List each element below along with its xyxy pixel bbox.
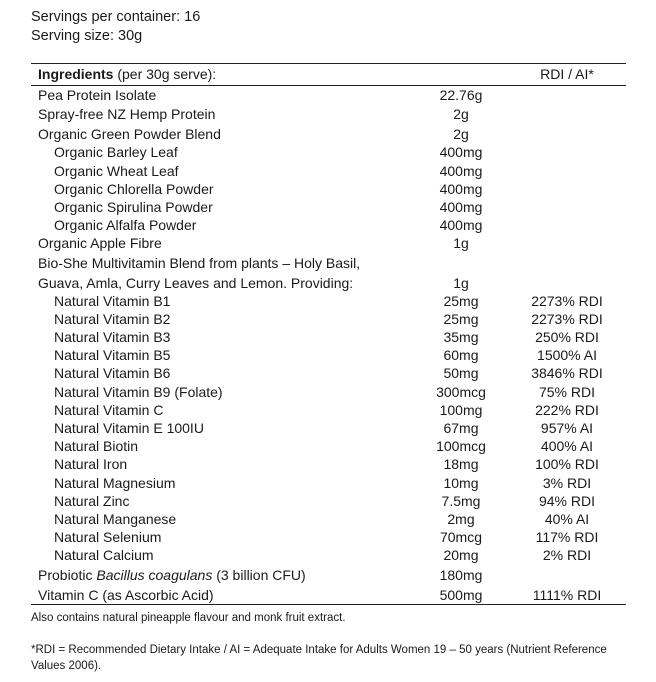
ingredient-name: Organic Chlorella Powder: [54, 180, 214, 197]
ingredient-amount: 22.76g: [439, 87, 483, 103]
ingredient-name: Natural Zinc: [54, 492, 130, 509]
ingredient-amount: 1g: [453, 274, 469, 291]
ingredient-amount: 25mg: [443, 292, 479, 309]
ingredient-amount: 50mg: [443, 365, 479, 382]
servings-per-container: Servings per container: 16: [31, 9, 201, 25]
ingredient-amount: 180mg: [439, 566, 483, 583]
ingredient-rdi: 1500% AI: [537, 347, 597, 364]
ingredient-rdi: 400% AI: [540, 438, 594, 455]
ingredient-amount: 25mg: [443, 310, 479, 327]
ingredient-name: Natural Vitamin B1: [54, 292, 171, 309]
ingredient-amount: 18mg: [443, 456, 479, 473]
ingredient-name: Natural Calcium: [54, 547, 154, 564]
table-row: [31, 328, 626, 346]
ingredient-amount: 2g: [453, 106, 469, 123]
table-row: [31, 346, 626, 364]
ingredient-amount: 1g: [453, 235, 469, 252]
table-row: [31, 364, 626, 382]
table-row: [31, 310, 626, 328]
table-row: [31, 86, 626, 104]
ingredient-rdi: 2273% RDI: [531, 310, 603, 327]
ingredient-rdi: 40% AI: [544, 510, 590, 527]
table-row: [31, 104, 626, 125]
ingredient-amount: 67mg: [443, 420, 479, 436]
ingredient-name: Natural Vitamin B3: [54, 329, 171, 346]
ingredient-name: Natural Vitamin B9 (Folate): [54, 383, 223, 400]
ingredient-amount: 400mg: [439, 198, 483, 215]
ingredient-amount: 60mg: [443, 347, 479, 364]
ingredient-amount: 2g: [453, 126, 469, 143]
ingredient-amount: 400mg: [439, 144, 483, 161]
ingredient-rdi: 100% RDI: [535, 456, 599, 473]
ingredient-rdi: 117% RDI: [535, 529, 599, 546]
table-row: [31, 586, 626, 604]
table-row: [31, 125, 626, 143]
ingredient-name: Organic Barley Leaf: [54, 144, 178, 161]
ingredient-amount: 300mcg: [436, 383, 486, 400]
ingredient-amount: 100mcg: [436, 438, 486, 455]
table-row: [31, 492, 626, 510]
ingredient-name: Organic Wheat Leaf: [54, 162, 179, 179]
table-row: [31, 143, 626, 161]
ingredient-rdi: 1111% RDI: [532, 586, 602, 603]
ingredient-name: Guava, Amla, Curry Leaves and Lemon. Providing:: [38, 274, 354, 291]
table-row: [31, 216, 626, 234]
ingredient-name: Organic Apple Fibre: [38, 235, 162, 252]
ingredient-rdi: 3846% RDI: [531, 365, 603, 382]
ingredient-name: Organic Alfalfa Powder: [54, 217, 197, 234]
ingredient-rdi: 222% RDI: [535, 401, 599, 418]
rdi-footnote: *RDI = Recommended Dietary Intake / AI = Adequate Intake for Adults Women 19 – 50 years (Nutrient Reference Values 2006).: [31, 644, 607, 672]
table-row: [31, 234, 626, 252]
ingredient-rdi: 94% RDI: [538, 492, 596, 509]
ingredients-header-bold: Ingredients: [38, 66, 114, 82]
ingredient-name: Natural Biotin: [54, 438, 139, 455]
ingredient-name: Natural Magnesium: [54, 474, 176, 491]
table-row: [31, 437, 626, 455]
ingredient-name: Bio-She Multivitamin Blend from plants – Holy Basil,: [38, 254, 361, 271]
table-row: [31, 528, 626, 546]
probiotic-species: Bacillus coagulans: [96, 566, 213, 583]
table-row: [31, 401, 626, 419]
ingredient-amount: 400mg: [439, 217, 483, 234]
probiotic-name-suffix: (3 billion CFU): [212, 566, 306, 583]
ingredient-amount: 100mg: [439, 401, 483, 418]
rdi-header: RDI / AI*: [540, 66, 594, 82]
ingredient-name: Natural Manganese: [54, 510, 177, 527]
ingredient-amount: 7.5mg: [441, 492, 481, 509]
table-row: [31, 383, 626, 401]
ingredient-amount: 500mg: [439, 586, 483, 603]
ingredient-rdi: 957% AI: [540, 420, 594, 436]
ingredient-name: Natural Vitamin C: [54, 401, 164, 418]
ingredient-name: Natural Vitamin B6: [54, 365, 171, 382]
ingredient-name: [38, 565, 306, 586]
table-row: [31, 474, 626, 492]
table-row: [31, 292, 626, 310]
table-row: [31, 455, 626, 473]
nutrition-table: [31, 63, 626, 605]
ingredient-amount: 400mg: [439, 162, 483, 179]
serving-size: Serving size: 30g: [31, 28, 143, 44]
ingredients-header-rest: (per 30g serve):: [113, 66, 217, 82]
ingredient-rdi: 3% RDI: [542, 474, 592, 491]
table-header: [31, 64, 626, 86]
ingredient-name: Natural Vitamin B5: [54, 347, 171, 364]
ingredient-name: Natural Selenium: [54, 529, 162, 546]
table-row: [31, 510, 626, 528]
ingredient-name: Natural Iron: [54, 456, 128, 473]
table-row: [31, 419, 626, 437]
ingredient-amount: 400mg: [439, 180, 483, 197]
ingredient-amount: 10mg: [443, 474, 479, 491]
ingredient-name: Natural Vitamin B2: [54, 310, 171, 327]
table-row: [31, 180, 626, 198]
ingredient-name: Vitamin C (as Ascorbic Acid): [38, 586, 214, 603]
table-row: [31, 253, 626, 274]
ingredient-amount: 2mg: [447, 510, 475, 527]
ingredient-name: Pea Protein Isolate: [38, 87, 157, 103]
probiotic-name-prefix: Probiotic: [38, 566, 97, 583]
table-row: [31, 565, 626, 586]
ingredient-rdi: 2273% RDI: [531, 292, 603, 309]
ingredient-name: Organic Spirulina Powder: [54, 198, 213, 215]
ingredient-name: Natural Vitamin E 100IU: [54, 420, 204, 436]
ingredient-amount: 35mg: [443, 329, 479, 346]
table-row: [31, 198, 626, 216]
ingredient-name: Organic Green Powder Blend: [38, 126, 221, 143]
table-row: [31, 162, 626, 180]
ingredients-header: [38, 64, 216, 85]
ingredient-rdi: 2% RDI: [542, 547, 592, 564]
table-row: [31, 274, 626, 292]
table-row: [31, 546, 626, 564]
ingredient-amount: 70mcg: [439, 529, 483, 546]
ingredient-name: Spray-free NZ Hemp Protein: [38, 106, 216, 123]
ingredient-amount: 20mg: [443, 547, 479, 564]
ingredient-rdi: 75% RDI: [538, 383, 596, 400]
flavour-note: Also contains natural pineapple flavour and monk fruit extract.: [31, 612, 346, 624]
ingredient-rdi: 250% RDI: [535, 329, 599, 346]
